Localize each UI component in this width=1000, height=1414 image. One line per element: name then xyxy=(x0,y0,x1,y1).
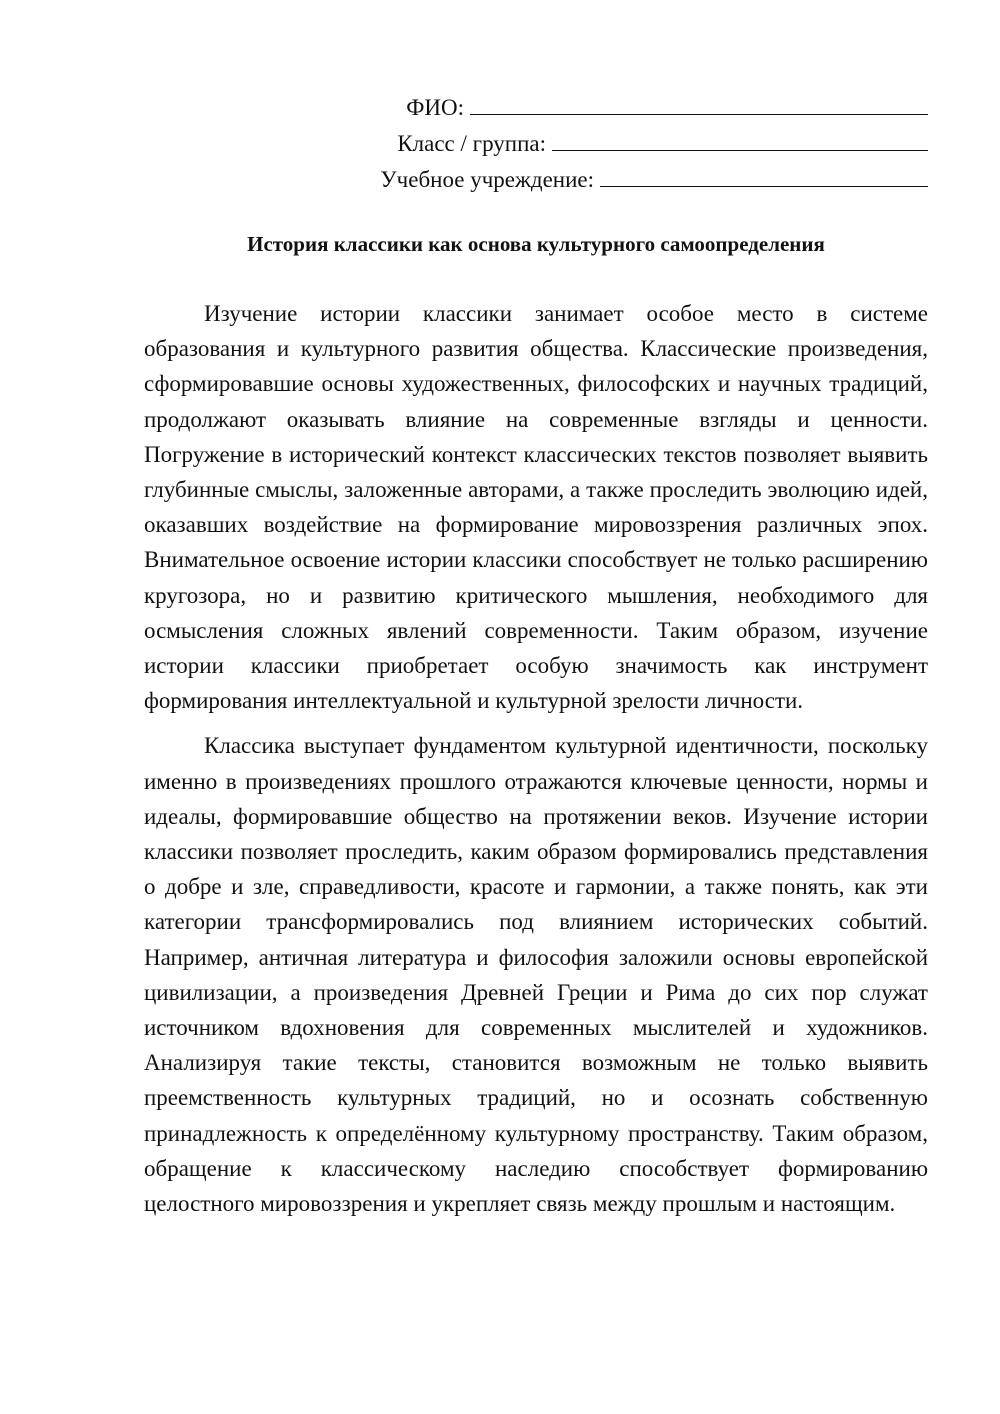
school-field-row xyxy=(300,164,928,200)
paragraph-2: Классика выступает фундаментом культурной идентичности, поскольку именно в произведениях прошлого отражаются ключевые ценности, нормы и идеалы, формировавшие общество на протяжении веков. Изучение истории классики позволяет проследить, каким образом формировались представления о добре и зле, справедливости, красоте и гармонии, а также понять, как эти категории трансформировались под влиянием исторических событий. Например, античная литература и философия заложили основы европейской цивилизации, а произведения Древней Греции и Рима до сих пор служат источником вдохновения для современных мыслителей и художников. Анализируя такие тексты, становится возможным не только выявить преемственность культурных традиций, но и осознать собственную принадлежность к определённому культурному пространству. Таким образом, обращение к классическому наследию способствует формированию целостного мировоззрения и укрепляет связь между прошлым и настоящим. xyxy=(144,733,928,1217)
document-body xyxy=(144,296,928,1231)
class-blank-line xyxy=(552,128,928,151)
school-blank-line xyxy=(600,164,928,187)
class-field-row xyxy=(300,128,928,164)
student-info-fields xyxy=(300,92,928,200)
fio-blank-line xyxy=(470,92,928,115)
fio-label: ФИО: xyxy=(406,95,464,120)
paragraph-1: Изучение истории классики занимает особое место в системе образования и культурного развития общества. Классические произведения, сформировавшие основы художественных, философских и научных традиций, продолжают оказывать влияние на современные взгляды и ценности. Погружение в исторический контекст классических текстов позволяет выявить глубинные смыслы, заложенные авторами, а также проследить эволюцию идей, оказавших воздействие на формирование мировоззрения различных эпох. Внимательное освоение истории классики способствует не только расширению кругозора, но и развитию критического мышления, необходимого для осмысления сложных явлений современности. Таким образом, изучение истории классики приобретает особую значимость как инструмент формирования интеллектуальной и культурной зрелости личности. xyxy=(144,301,928,714)
document-title: История классики как основа культурного самоопределения xyxy=(247,232,825,256)
school-label: Учебное учреждение: xyxy=(380,167,594,192)
class-label: Класс / группа: xyxy=(397,131,546,156)
fio-field-row xyxy=(300,92,928,128)
